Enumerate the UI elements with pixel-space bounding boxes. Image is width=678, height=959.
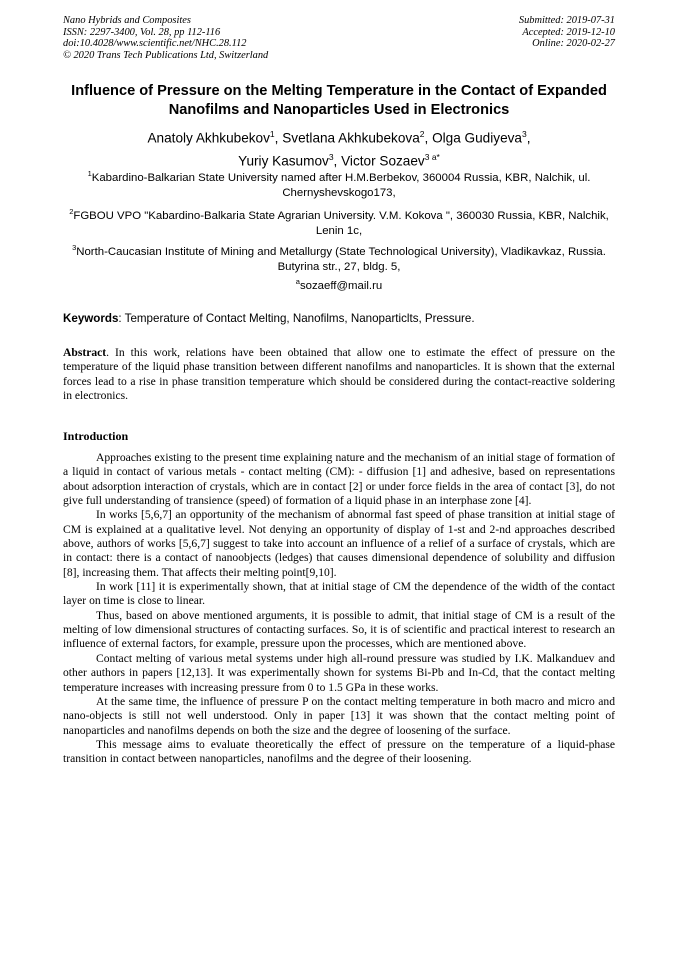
abstract-text: . In this work, relations have been obtained that allow one to estimate the effect of pressure on the temperature of the liquid phase transition between different nanofilms and nanoparticles. It is shown that the external forces lead to a rise in phase transition temperature which should be considered during the contact-reactive soldering in electronics. (63, 346, 615, 403)
publication-dates (519, 15, 615, 50)
author-affiliation-mark: 1 (269, 129, 275, 139)
submitted-date: Submitted: 2019-07-31 (518, 15, 615, 26)
affiliation-mark: 2 (69, 207, 74, 216)
author-list: Anatoly Akhkubekov$^1$, Svetlana Akhkubekova$^2$, Olga Gudiyeva$^3$, Yuriy Kasumov$^3$, Victor Sozaev$^{3 a*}$ (147, 129, 531, 169)
paragraph: This message aims to evaluate theoretically the effect of pressure on the temperature of a liquid-phase transition in contact between nanoparticles, nanofilms and the degree of their loosening. (63, 737, 615, 766)
affiliation (55, 166, 623, 202)
contact-email (55, 274, 623, 294)
paper-title: Influence of Pressure on the Melting Temperature in the Contact of Expanded Nanofilms and Nanoparticles Used in Electronics (71, 83, 607, 118)
keywords-text: : Temperature of Contact Melting, Nanofilms, Nanoparticlts, Pressure. (118, 312, 475, 325)
affiliation (55, 204, 623, 240)
affiliation-mark: 1 (87, 169, 92, 178)
affiliation-mark: 3 (72, 243, 77, 252)
introduction-body (63, 451, 615, 767)
journal-info (63, 15, 268, 61)
author-affiliation-mark: 3 (328, 151, 334, 162)
journal-doi: doi:10.4028/www.scientific.net/NHC.28.112 (63, 38, 247, 50)
author-name: Olga Gudiyeva (432, 130, 522, 146)
author-affiliation-mark: 2 (419, 129, 425, 139)
paragraph: Approaches existing to the present time explaining nature and the mechanism of an initial stage of formation of a liquid in contact of various metals - contact melting (CM): - diffusion [1] and adhesive, based on representations about adsorption interaction of crystals, which are in contact [2] or under force fields in the area of contact [3], do not give full understanding of transience (speed) of formation of a liquid phase in an interphase zone [4]. (63, 451, 615, 508)
keywords (63, 311, 615, 326)
paragraph: Thus, based on above mentioned arguments, it is possible to admit, that initial stage of CM is a result of the melting of low dimensional structures of contacting surfaces. So, it is of scientific and practical interest to research an influence of external factors, for example, pressure upon the processes, which are mentioned above. (63, 608, 615, 651)
journal-issn: ISSN: 2297-3400, Vol. 28, pp 112-116 (63, 26, 221, 38)
abstract (63, 346, 615, 403)
abstract-label: Abstract (63, 346, 107, 359)
affiliation-text: Kabardino-Balkarian State University named after H.M.Berbekov, 360004 Russia, KBR, Nalchik, ul. Chernyshevskogo173, (91, 171, 591, 200)
affiliation-mark: a (295, 277, 300, 286)
online-date: Online: 2020-02-27 (532, 38, 615, 50)
accepted-date: Accepted: 2019-12-10 (522, 26, 615, 38)
author-name: Anatoly Akhkubekov (147, 130, 270, 146)
paragraph: In work [11] it is experimentally shown, that at initial stage of CM the dependence of the width of the contact layer on time is close to linear. (63, 580, 615, 608)
section-heading-introduction: Introduction (63, 429, 129, 443)
journal-name: Nano Hybrids and Composites (63, 15, 191, 26)
author-affiliation-mark: 3 (521, 129, 527, 139)
author-affiliation-mark: 3 a* (424, 151, 440, 162)
keywords-label: Keywords (63, 312, 119, 325)
paragraph: In works [5,6,7] an opportunity of the mechanism of abnormal fast speed of phase transition at initial stage of CM is explained at a qualitative level. Not denying an opportunity of display of 1-st and 2-nd approaches described above, authors of works [5,6,7] suggest to take into account an influence of a relief of a surface of crystals, which are in contact: there is a contact of nanoobjects (ledges) that causes dimensional dependence of solubility and diffusion [8], increasing them. That affects their melting point[9,10]. (63, 508, 615, 579)
affiliation-text: North-Caucasian Institute of Mining and Metallurgy (State Technological University), Vladikavkaz, Russia. Butyrina str., 27, bldg. 5, (76, 245, 606, 274)
paragraph: At the same time, the influence of pressure P on the contact melting temperature in both macro and micro and nano-objects is still not well understood. Only in paper [13] it was shown that the contact melting point of nanoparticles and nanofilms depends on both the size and the degree of loosening of the surface. (63, 694, 615, 737)
affiliation (55, 240, 623, 276)
author-name: Svetlana Akhkubekova (282, 130, 420, 146)
journal-copyright: © 2020 Trans Tech Publications Ltd, Switzerland (63, 49, 269, 61)
paragraph: Contact melting of various metal systems under high all-round pressure was studied by I.K. Malkanduev and other authors in papers [12,13]. It was experimentally shown for systems Bi-Pb and In-Cd, that the contact melting temperature increases with increasing pressure from 0 to 1.5 GPa in these works. (63, 651, 615, 694)
email-text: sozaeff@mail.ru (299, 279, 383, 292)
author-name: Victor Sozaev (341, 153, 425, 169)
author-name: Yuriy Kasumov (238, 153, 329, 169)
affiliation-text: FGBOU VPO "Kabardino-Balkaria State Agrarian University. V.M. Kokova ", 360030 Russia, KBR, Nalchik, Lenin 1c, (73, 209, 609, 238)
